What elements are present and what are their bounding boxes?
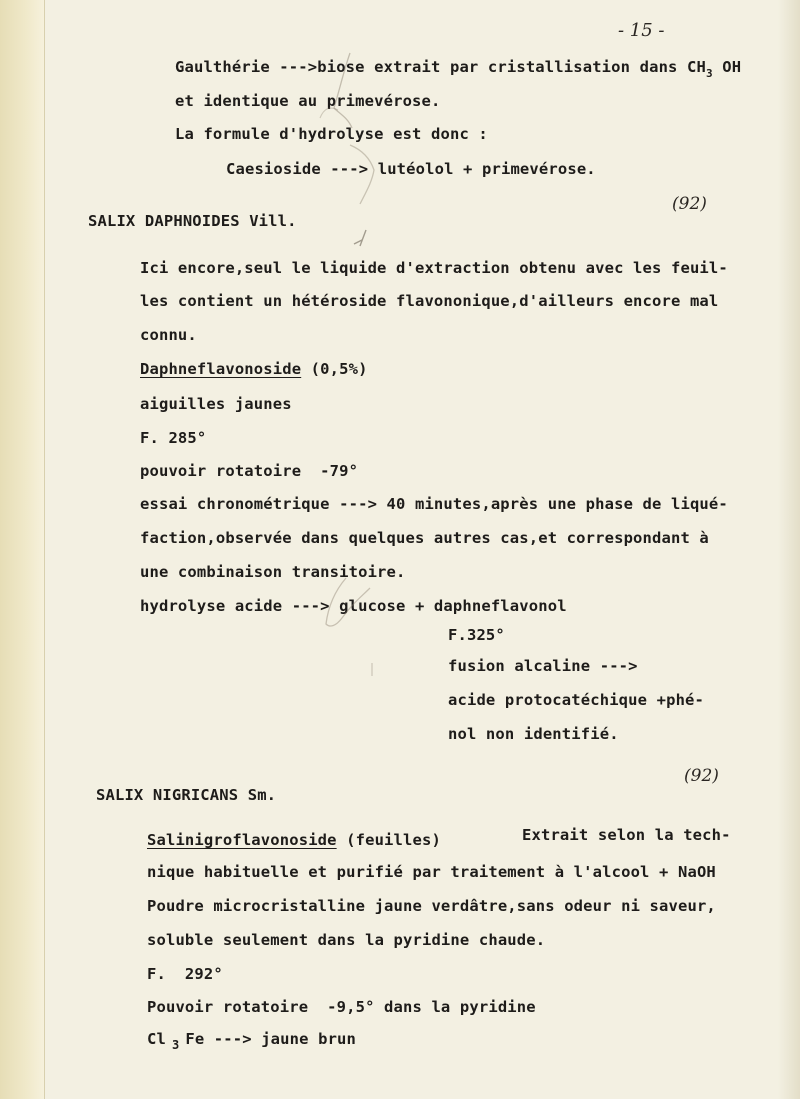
text-line: fusion alcaline ---> (448, 657, 638, 675)
text-line: Extrait selon la tech- (522, 826, 731, 844)
text-line: Pouvoir rotatoire -9,5° dans la pyridine (147, 998, 536, 1016)
text-line: Poudre microcristalline jaune verdâtre,sans odeur ni saveur, (147, 897, 716, 915)
pencil-mark (300, 48, 390, 133)
pencil-mark (330, 140, 400, 210)
text-line: Cl $_3$ Fe ---> jaune brun (147, 1030, 357, 1052)
text-line: soluble seulement dans la pyridine chaude. (147, 931, 546, 949)
text-line: les contient un hétéroside flavononique,d'ailleurs encore mal (140, 292, 719, 310)
pencil-mark (368, 662, 376, 678)
compound-heading: Salinigroflavonoside (feuilles) (147, 831, 441, 849)
text-line: essai chronométrique ---> 40 minutes,après une phase de liqué- (140, 495, 728, 513)
text-line: une combinaison transitoire. (140, 563, 406, 581)
text-line: hydrolyse acide ---> glucose + daphneflavonol (140, 597, 567, 615)
text-line: Gaulthérie --->biose extrait par cristallisation dans $CH_3$ OH (175, 58, 742, 80)
section-heading: SALIX NIGRICANS Sm. (96, 786, 277, 804)
pencil-mark (348, 228, 378, 250)
compound-heading: Daphneflavonoside (0,5%) (140, 360, 368, 378)
text-line: Caesioside ---> lutéolol + primevérose. (226, 160, 596, 178)
page-edge-shadow (778, 0, 800, 1099)
compound-name: Salinigroflavonoside (147, 831, 337, 849)
text-line: nique habituelle et purifié par traitement à l'alcool + NaOH (147, 863, 716, 881)
text-line: pouvoir rotatoire -79° (140, 462, 359, 480)
subscript: 3 (171, 1038, 180, 1052)
text-line: F. 285° (140, 429, 207, 447)
subscript: 3 (705, 67, 713, 80)
pencil-mark (312, 574, 382, 644)
text-line: aiguilles jaunes (140, 395, 292, 413)
text-line: F.325° (448, 626, 505, 644)
reference-number: (92) (684, 766, 719, 786)
text-line: nol non identifié. (448, 725, 619, 743)
text-line: et identique au primevérose. (175, 92, 441, 110)
text-line: connu. (140, 326, 197, 344)
text-line: Ici encore,seul le liquide d'extraction obtenu avec les feuil- (140, 259, 728, 277)
binding-margin (0, 0, 45, 1099)
section-heading: SALIX DAPHNOIDES Vill. (88, 212, 297, 230)
text-line: F. 292° (147, 965, 223, 983)
reference-number: (92) (672, 194, 707, 214)
text-line: acide protocatéchique +phé- (448, 691, 705, 709)
page-number: - 15 - (618, 20, 665, 41)
text-line: La formule d'hydrolyse est donc : (175, 125, 488, 143)
compound-name: Daphneflavonoside (140, 360, 302, 378)
text-line: faction,observée dans quelques autres cas,et correspondant à (140, 529, 709, 547)
